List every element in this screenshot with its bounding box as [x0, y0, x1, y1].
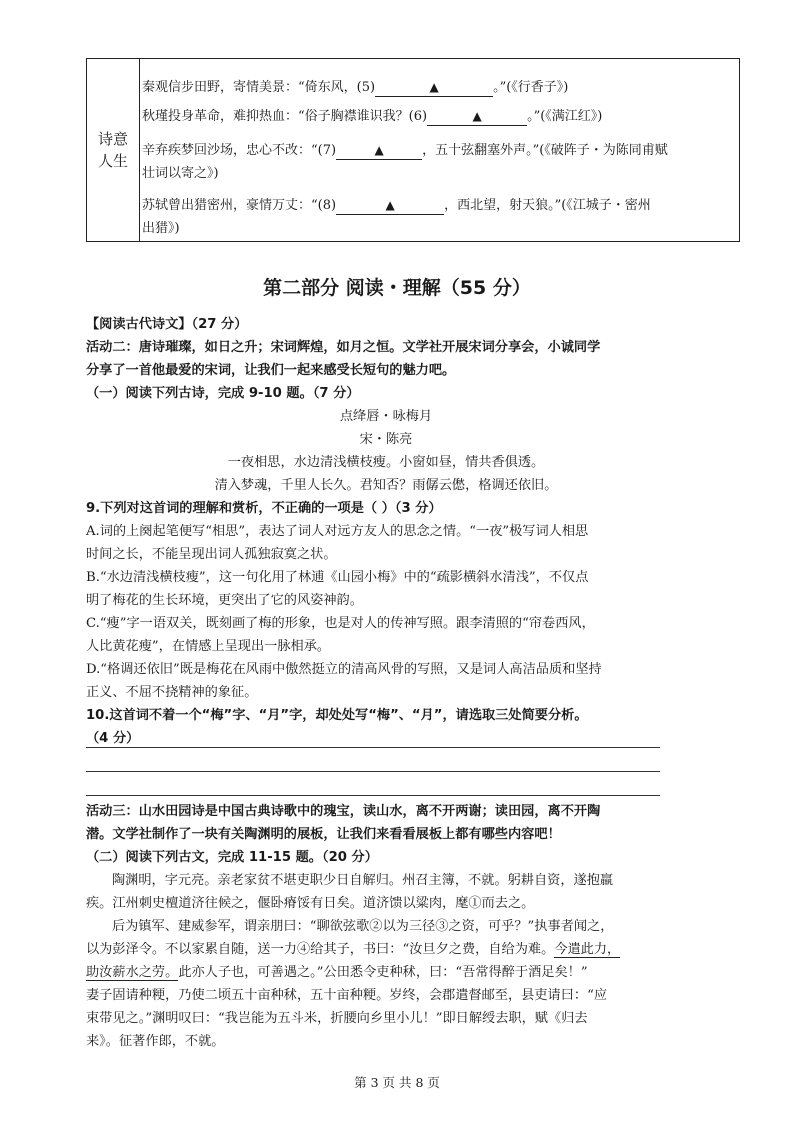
triangle-icon: ▲	[429, 80, 439, 94]
table-row	[142, 139, 739, 162]
option-d-line1: D.“格调还依旧”既是梅花在风雨中傲然挺立的清高风骨的写照，又是词人高洁品质和坚持	[86, 662, 602, 677]
classical-poetry-section	[86, 313, 686, 750]
prose-line: 妻子固请种粳，乃使二顷五十亩种秫，五十亩种粳。岁终，会郡遣督邮至，县吏请曰：“应	[86, 988, 608, 1003]
answer-blank-8[interactable]	[336, 197, 444, 215]
activity2-line2: 分享了一首他最爱的宋词，让我们一起来感受长短句的魅力吧。	[86, 363, 456, 378]
row-text: 。”(《行香子》)	[493, 80, 569, 95]
table-row	[142, 76, 739, 99]
row-text: 辛弃疾梦回沙场，忠心不改：“(7)	[142, 143, 337, 158]
row-text: ，西北望，射天狼。”(《江城子・密州	[444, 198, 651, 213]
triangle-icon: ▲	[472, 109, 482, 123]
part1-heading: （一）阅读下列古诗，完成 9-10 题。（7 分）	[86, 386, 360, 401]
question-10-score: （4 分）	[86, 731, 140, 746]
answer-blank-7[interactable]	[336, 142, 422, 160]
poem-title: 点绛唇・咏梅月	[339, 409, 433, 424]
underlined-sentence: 助汝薪水之劳。	[86, 965, 179, 980]
option-c-line1: C.“瘦”字一语双关，既刻画了梅的形象，也是对人的传神写照。跟李清照的“帘卷西风，	[86, 616, 595, 631]
poem-line: 一夜相思，水边清浅横枝瘦。小窗如昼，情共香俱透。	[227, 455, 545, 470]
table-row	[142, 194, 739, 217]
poem-line: 清入梦魂，千里人长久。君知否？雨僝云僽，格调还依旧。	[214, 478, 558, 493]
row-text: 。”(《满江红》)	[527, 109, 603, 124]
header-score: （27 分）	[191, 317, 248, 332]
section-header	[86, 313, 686, 336]
table-label-line2: 人生	[97, 152, 128, 170]
prose-line	[86, 938, 686, 961]
table-row-cont: 壮词以寄之》)	[142, 166, 219, 181]
prose-text: 以为彭泽令。不以家累自随，送一力④给其子，书曰：“汝旦夕之费，自给为难。	[86, 942, 555, 957]
activity3-line1: 活动三：山水田园诗是中国古典诗歌中的瑰宝，读山水，离不开两谢；读田园，离不开陶	[86, 804, 601, 819]
question-9: 9.下列对这首词的理解和赏析，不正确的一项是（ ）（3 分）	[86, 501, 442, 516]
table-row	[142, 105, 739, 128]
prose-line: 束带见之。”渊明叹曰：“我岂能为五斗米，折腰向乡里小儿！”即日解绶去职，赋《归去	[86, 1011, 588, 1026]
row-text: 秦观信步田野，寄情美景：“倚东风，(5)	[142, 80, 376, 95]
poem-author: 宋・陈亮	[359, 432, 413, 447]
prose-line: 后为镇军、建威参军，谓亲朋曰：“聊欲弦歌②以为三径③之资，可乎？”执事者闻之，	[112, 919, 614, 934]
answer-blank-6[interactable]	[427, 108, 527, 126]
classical-prose-section	[86, 800, 686, 1053]
prose-line	[86, 961, 686, 984]
option-b-line2: 明了梅花的生长环境，更突出了它的风姿神韵。	[86, 593, 363, 608]
header-bracket: 【阅读古代诗文】	[86, 317, 192, 332]
triangle-icon: ▲	[385, 198, 395, 212]
option-c-line2: 人比黄花瘦”，在情感上呈现出一脉相承。	[86, 639, 331, 654]
page-footer: 第 3 页 共 8 页	[354, 1075, 440, 1090]
poetry-fill-table	[86, 58, 740, 242]
underlined-sentence: 今遣此力，	[554, 942, 621, 957]
answer-line[interactable]	[86, 747, 660, 748]
prose-line: 来》。征著作郎，不就。	[86, 1034, 225, 1049]
option-a-line1: A.词的上阕起笔便写“相思”，表达了词人对远方友人的思念之情。“一夜”极写词人相思	[86, 524, 589, 539]
question-10: 10.这首词不着一个“梅”字、“月”字，却处处写“梅”、“月”，请选取三处简要分析。	[86, 708, 588, 723]
row-text: 苏轼曾出猎密州，豪情万丈：“(8)	[142, 198, 337, 213]
option-d-line2: 正义、不屈不挠精神的象征。	[86, 685, 258, 700]
table-label-line1: 诗意	[97, 130, 128, 148]
row-text: 秋瑾投身革命，难抑热血：“俗子胸襟谁识我？(6)	[142, 109, 428, 124]
triangle-icon: ▲	[374, 143, 384, 157]
prose-line: 陶渊明，字元亮。亲老家贫不堪吏职少日自解归。州召主簿，不就。躬耕自资，遂抱羸	[112, 873, 614, 888]
answer-line[interactable]	[86, 795, 660, 796]
table-row-cont: 出猎》)	[142, 221, 180, 236]
prose-line: 疾。江州刺史檀道济往候之，偃卧瘠馁有日矣。道济馈以粱肉，麾①而去之。	[86, 896, 535, 911]
option-a-line2: 时间之长，不能呈现出词人孤独寂寞之状。	[86, 547, 337, 562]
table-label-cell	[87, 59, 140, 241]
row-text: ，五十弦翻塞外声。”(《破阵子・为陈同甫赋	[422, 143, 668, 158]
table-rows	[140, 59, 739, 241]
part2-heading: （二）阅读下列古文，完成 11-15 题。（20 分）	[86, 850, 378, 865]
section-title: 第二部分 阅读・理解（55 分）	[263, 277, 531, 299]
activity2-line1: 活动二：唐诗璀璨，如日之升；宋词辉煌，如月之恒。文学社开展宋词分享会，小诚同学	[86, 340, 601, 355]
prose-text: 此亦人子也，可善遇之。”公田悉令吏种秫，曰：“吾常得醉于酒足矣！”	[178, 965, 588, 980]
answer-blank-5[interactable]	[375, 79, 493, 97]
answer-line[interactable]	[86, 771, 660, 772]
activity3-line2: 潜。文学社制作了一块有关陶渊明的展板，让我们来看看展板上都有哪些内容吧！	[86, 827, 561, 842]
option-b-line1: B.“水边清浅横枝瘦”，这一句化用了林逋《山园小梅》中的“疏影横斜水清浅”，不仅点	[86, 570, 589, 585]
